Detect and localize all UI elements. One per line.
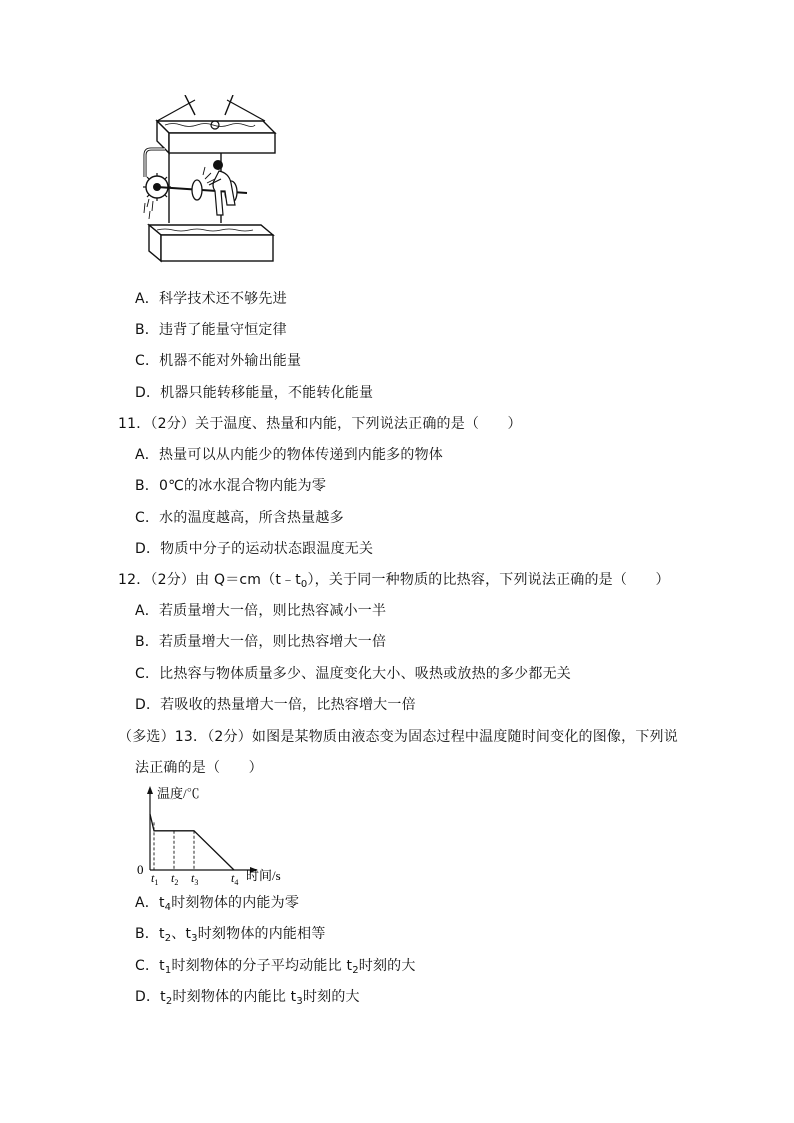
tick-label-t2: $t_2$ <box>171 871 179 887</box>
q12-stem-post: ），关于同一种物质的比热容，下列说法正确的是（ ） <box>307 572 670 588</box>
q11-stem: 11．（2分）关于温度、热量和内能，下列说法正确的是（ ） <box>118 416 522 432</box>
q13-option-a <box>135 894 299 912</box>
q13-b-mid: 、t <box>171 926 192 942</box>
perpetual-motion-machine-figure <box>135 95 285 275</box>
q13-b-sub2: 3 <box>191 933 198 944</box>
q13-a-mid: 时刻物体的内能为零 <box>171 895 300 911</box>
q13-b-post: 时刻物体的内能相等 <box>197 926 326 942</box>
tick-label-t3: $t_3$ <box>191 871 199 887</box>
q11-option-a: A．热量可以从内能少的物体传递到内能多的物体 <box>135 447 443 463</box>
q13-option-d <box>135 988 360 1006</box>
cooling-curve-line <box>150 814 234 870</box>
q12-stem-pre: 12．（2分）由 Q＝cm（t﹣t <box>118 572 301 588</box>
q13-c-post: 时刻的大 <box>358 958 416 974</box>
q13-stem-line1: （多选）13．（2分）如图是某物质由液态变为固态过程中温度随时间变化的图像，下列说 <box>118 729 678 745</box>
q10-option-d: D．机器只能转移能量，不能转化能量 <box>135 385 374 401</box>
q13-d-sub1: 2 <box>165 996 173 1007</box>
q13-stem-line2: 法正确的是（ ） <box>135 760 263 776</box>
q13-c-sub2: 2 <box>352 965 359 976</box>
q13-c-sub1: 1 <box>164 965 172 976</box>
x-axis-label: 时间/s <box>246 868 281 883</box>
q13-d-pre: D．t <box>135 989 166 1005</box>
q13-a-sub1: 4 <box>164 902 172 913</box>
q11-option-c: C．水的温度越高，所含热量越多 <box>135 510 344 526</box>
q12-stem-sub: 0 <box>300 579 308 590</box>
q10-option-c: C．机器不能对外输出能量 <box>135 353 302 369</box>
q13-c-pre: C．t <box>135 958 165 974</box>
q13-option-b <box>135 925 326 943</box>
q13-c-mid: 时刻物体的分子平均动能比 t <box>171 958 353 974</box>
q13-b-pre: B．t <box>135 926 165 942</box>
y-axis-label: 温度/℃ <box>157 786 200 801</box>
q13-a-pre: A．t <box>135 895 165 911</box>
y-axis-arrow <box>147 786 153 794</box>
q10-option-b: B．违背了能量守恒定律 <box>135 322 287 338</box>
q13-d-post: 时刻的大 <box>302 989 360 1005</box>
q12-stem <box>118 571 670 589</box>
q13-d-sub2: 3 <box>296 996 303 1007</box>
temperature-time-chart <box>130 782 310 888</box>
q12-option-b: B．若质量增大一倍，则比热容增大一倍 <box>135 634 387 650</box>
q11-option-d: D．物质中分子的运动状态跟温度无关 <box>135 541 374 557</box>
q12-option-c: C．比热容与物体质量多少、温度变化大小、吸热或放热的多少都无关 <box>135 666 571 682</box>
tick-label-t1: $t_1$ <box>151 871 159 887</box>
origin-label: 0 <box>137 862 144 877</box>
q10-option-a: A．科学技术还不够先进 <box>135 291 287 307</box>
q13-b-sub1: 2 <box>164 933 172 944</box>
q12-option-d: D．若吸收的热量增大一倍，比热容增大一倍 <box>135 697 416 713</box>
tick-label-t4: $t_4$ <box>231 871 239 887</box>
q11-option-b: B．0℃的冰水混合物内能为零 <box>135 478 327 494</box>
q13-d-mid: 时刻物体的内能比 t <box>172 989 297 1005</box>
q13-option-c <box>135 957 416 975</box>
q12-option-a: A．若质量增大一倍，则比热容减小一半 <box>135 603 387 619</box>
